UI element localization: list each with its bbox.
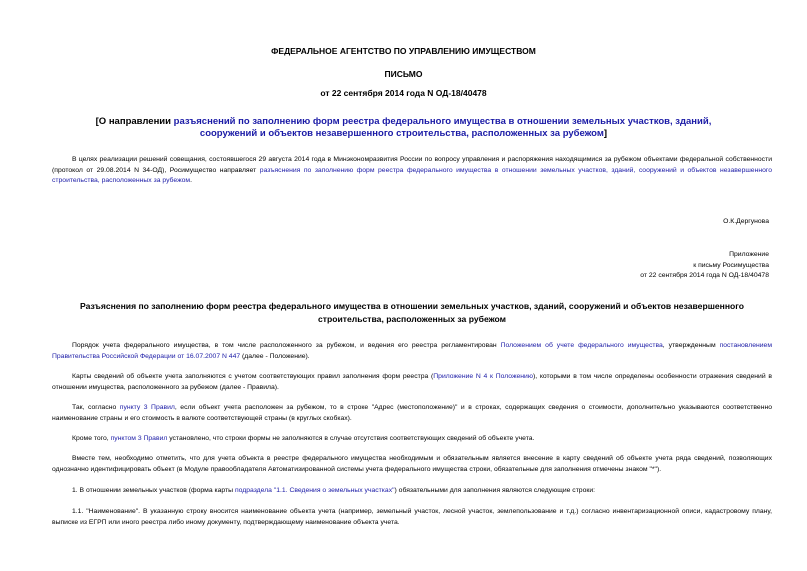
p4-link-rule3[interactable]: пунктом 3 Правил xyxy=(110,435,168,442)
paragraph-3 xyxy=(52,403,772,424)
subject-suffix: ] xyxy=(603,128,608,139)
paragraph-1 xyxy=(52,341,772,362)
paragraph-5: Вместе тем, необходимо отметить, что для учета объекта в реестре федерального имущества необходимым и обязательным является внесение в карту сведений об объекте учета ряда сведений, позволяющих однозначно идентифицировать объект (в Модуле правообладателя Автоматизированной системы учета федерального имущества строки, обязательные для заполнения отмечены знаком "*"). xyxy=(52,455,772,473)
p3-text-a: Так, согласно xyxy=(72,404,120,411)
intro-link[interactable]: разъяснения по заполнению форм реестра федерального имущества в отношении земельных участков, зданий, сооружений и объектов незавершенного строительства, расположенных за рубежом xyxy=(52,166,772,184)
signature: О.К.Дергунова xyxy=(723,218,769,225)
intro-end: . xyxy=(190,177,192,184)
annex-title: Разъяснения по заполнению форм реестра федерального имущества в отношении земельных участков, зданий, сооружений и объектов незавершенного строительства, расположенных за рубежом xyxy=(80,301,744,324)
intro-text: В целях реализации решений совещания, состоявшегося 29 августа 2014 года в Минэкономразвития России по вопросу управления и распоряжения находящимися за рубежом объектами федеральной собственности (протокол от 29.08.2014 N 34-ОД), Росимущество направляет xyxy=(52,156,772,174)
document-type: ПИСЬМО xyxy=(384,69,423,79)
annex-block xyxy=(640,250,769,282)
p2-text-a: Карты сведений об объекте учета заполняются с учетом соответствующих правил заполнения форм реестра ( xyxy=(72,373,434,380)
p3-link-rule3[interactable]: пункту 3 Правил xyxy=(119,404,175,411)
paragraph-7: 1.1. "Наименование". В указанную строку вносится наименование объекта учета (например, земельный участок, лесной участок, землепользование и т.д.) согласно инвентаризационной описи, кадастровому плану, выписке из ЕГРП или иного реестра либо иному документу, подтверждающему наименование объекта учета. xyxy=(52,508,772,526)
annex-line-3: от 22 сентября 2014 года N ОД-18/40478 xyxy=(640,272,769,279)
p4-text-b: установлено, что строки формы не заполняются в случае отсутствия соответствующих сведений об объекте учета. xyxy=(167,435,535,442)
p1-link-resolution[interactable]: постановлением Правительства Российской Федерации от 16.07.2007 N 447 xyxy=(52,342,772,360)
subject-prefix: [О направлении xyxy=(95,116,174,127)
p4-text-a: Кроме того, xyxy=(72,435,111,442)
document-subject xyxy=(90,116,717,140)
p1-link-regulation[interactable]: Положением об учете федерального имущества xyxy=(500,342,663,349)
p2-text-b: ), которыми в том числе определены особенности отражения сведений в отношении имущества, расположенного за рубежом (далее - Правила). xyxy=(52,373,772,391)
p6-link-subsection[interactable]: подраздела "1.1. Сведения о земельных участках" xyxy=(234,487,395,494)
document-date-number: от 22 сентября 2014 года N ОД-18/40478 xyxy=(320,88,487,98)
paragraph-6 xyxy=(52,486,772,497)
intro-paragraph xyxy=(52,155,772,187)
p2-link-annex4[interactable]: Приложение N 4 к Положению xyxy=(433,373,533,380)
p1-text-b: , утвержденным xyxy=(662,342,720,349)
p6-text-b: ) обязательными для заполнения являются следующие строки: xyxy=(394,487,596,494)
p1-text-a: Порядок учета федерального имущества, в том числе расположенного за рубежом, и ведения его реестра регламентирован xyxy=(72,342,501,349)
p1-text-c: (далее - Положение). xyxy=(240,352,310,360)
annex-line-2: к письму Росимущества xyxy=(693,261,769,269)
paragraph-4 xyxy=(52,434,772,445)
p6-text-a: 1. В отношении земельных участков (форма карты xyxy=(72,487,235,494)
subject-link[interactable]: разъяснений по заполнению форм реестра федерального имущества в отношении земельных участков, зданий, сооружений и объектов незавершенного строительства, расположенных за рубежом xyxy=(173,116,712,139)
agency-name: ФЕДЕРАЛЬНОЕ АГЕНТСТВО ПО УПРАВЛЕНИЮ ИМУЩЕСТВОМ xyxy=(271,46,536,56)
annex-line-1: Приложение xyxy=(729,251,769,258)
p3-text-b: , если объект учета расположен за рубежом, то в строке "Адрес (местоположение)" и в строках, содержащих сведения о стоимости, дополнительно указываются соответственно наименование страны и его стоимость в валюте соответствующей страны (в круглых скобках). xyxy=(52,404,772,422)
paragraph-2 xyxy=(52,372,772,393)
